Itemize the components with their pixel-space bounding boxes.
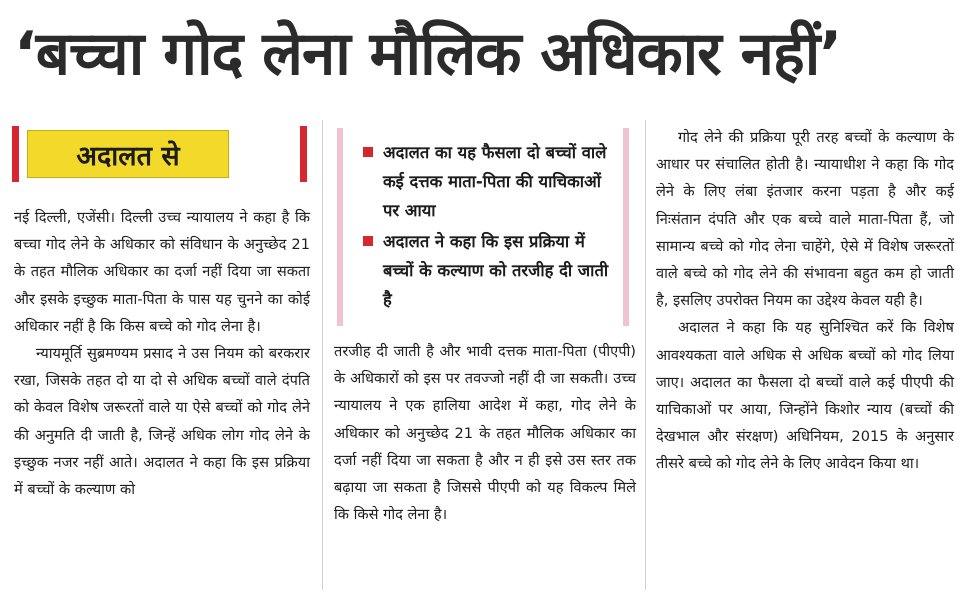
highlights-box [337,128,629,326]
square-bullet-icon [363,147,373,157]
column-divider [645,120,646,590]
article-column-2 [334,338,636,528]
article-column-3 [656,124,954,478]
headline: ‘बच्चा गोद लेना मौलिक अधिकार नहीं’ [14,19,842,89]
section-label-box [12,126,307,182]
paragraph: अदालत ने कहा कि यह सुनिश्चित करें कि विशेष आवश्यकता वाले अधिक से अधिक बच्चों को गोद लिया जाए। अदालत का फैसला दो बच्चों वाले कई पीएपी की याचिकाओं पर आया, जिन्होंने किशोर न्याय (बच्चों की देखभाल और संरक्षण) अधिनियम, 2015 के अनुसार तीसरे बच्चे को गोद लेने के लिए आवेदन किया था। [656,319,954,473]
highlight-text: अदालत ने कहा कि इस प्रक्रिया में बच्चों के कल्याण को तरजीह दी जाती है [383,232,609,309]
paragraph: नई दिल्ली, एजेंसी। दिल्ली उच्च न्यायालय ने कहा है कि बच्चा गोद लेने के अधिकार को संविधान के अनुच्छेद 21 के तहत मौलिक अधिकार का दर्जा नहीं दिया जा सकता और इसके इच्छुक माता-पिता के पास यह चुनने का कोई अधिकार नहीं है कि किस बच्चे को गोद लेना है। [14,209,310,335]
highlight-text: अदालत का यह फैसला दो बच्चों वाले कई दत्तक माता-पिता की याचिकाओं पर आया [383,143,607,220]
highlight-item [363,227,609,314]
paragraph: गोद लेने की प्रक्रिया पूरी तरह बच्चों के कल्याण के आधार पर संचालित होती है। न्यायाधीश ने कहा कि गोद लेने के लिए लंबा इंतजार करना पड़ता है और कई निःसंतान दंपति और एक बच्चे वाले माता-पिता हैं, जो सामान्य बच्चे को गोद लेना चाहेंगे, ऐसे में विशेष जरूरतों वाले बच्चे को गोद लेने की संभावना बहुत कम हो जाती है, इसलिए उपरोक्त नियम का उद्देश्य केवल यही है। [656,129,954,310]
section-label: अदालत से [27,130,229,178]
square-bullet-icon [363,236,373,246]
paragraph: न्यायमूर्ति सुब्रमण्यम प्रसाद ने उस नियम को बरकरार रखा, जिसके तहत दो या दो से अधिक बच्चों वाले दंपति को केवल विशेष जरूरतों वाले या ऐसे बच्चों को गोद लेने की अनुमति दी जाती है, जिन्हें अधिक लोग गोद लेने के इच्छुक नजर नहीं आते। अदालत ने कहा कि इस प्रक्रिया में बच्चों के कल्याण को [14,345,310,499]
article-column-1 [14,204,310,503]
highlight-item [363,138,609,225]
column-divider [322,120,323,590]
paragraph: तरजीह दी जाती है और भावी दत्तक माता-पिता (पीएपी) के अधिकारों को इस पर तवज्जो नहीं दी जा सकती। उच्च न्यायालय ने एक हालिया आदेश में कहा, गोद लेने के अधिकार को अनुच्छेद 21 के तहत मौलिक अधिकार का दर्जा नहीं दिया जा सकता है और न ही इसे उस स्तर तक बढ़ाया जा सकता है जिससे पीएपी को यह विकल्प मिले कि किसे गोद लेना है। [334,343,636,524]
